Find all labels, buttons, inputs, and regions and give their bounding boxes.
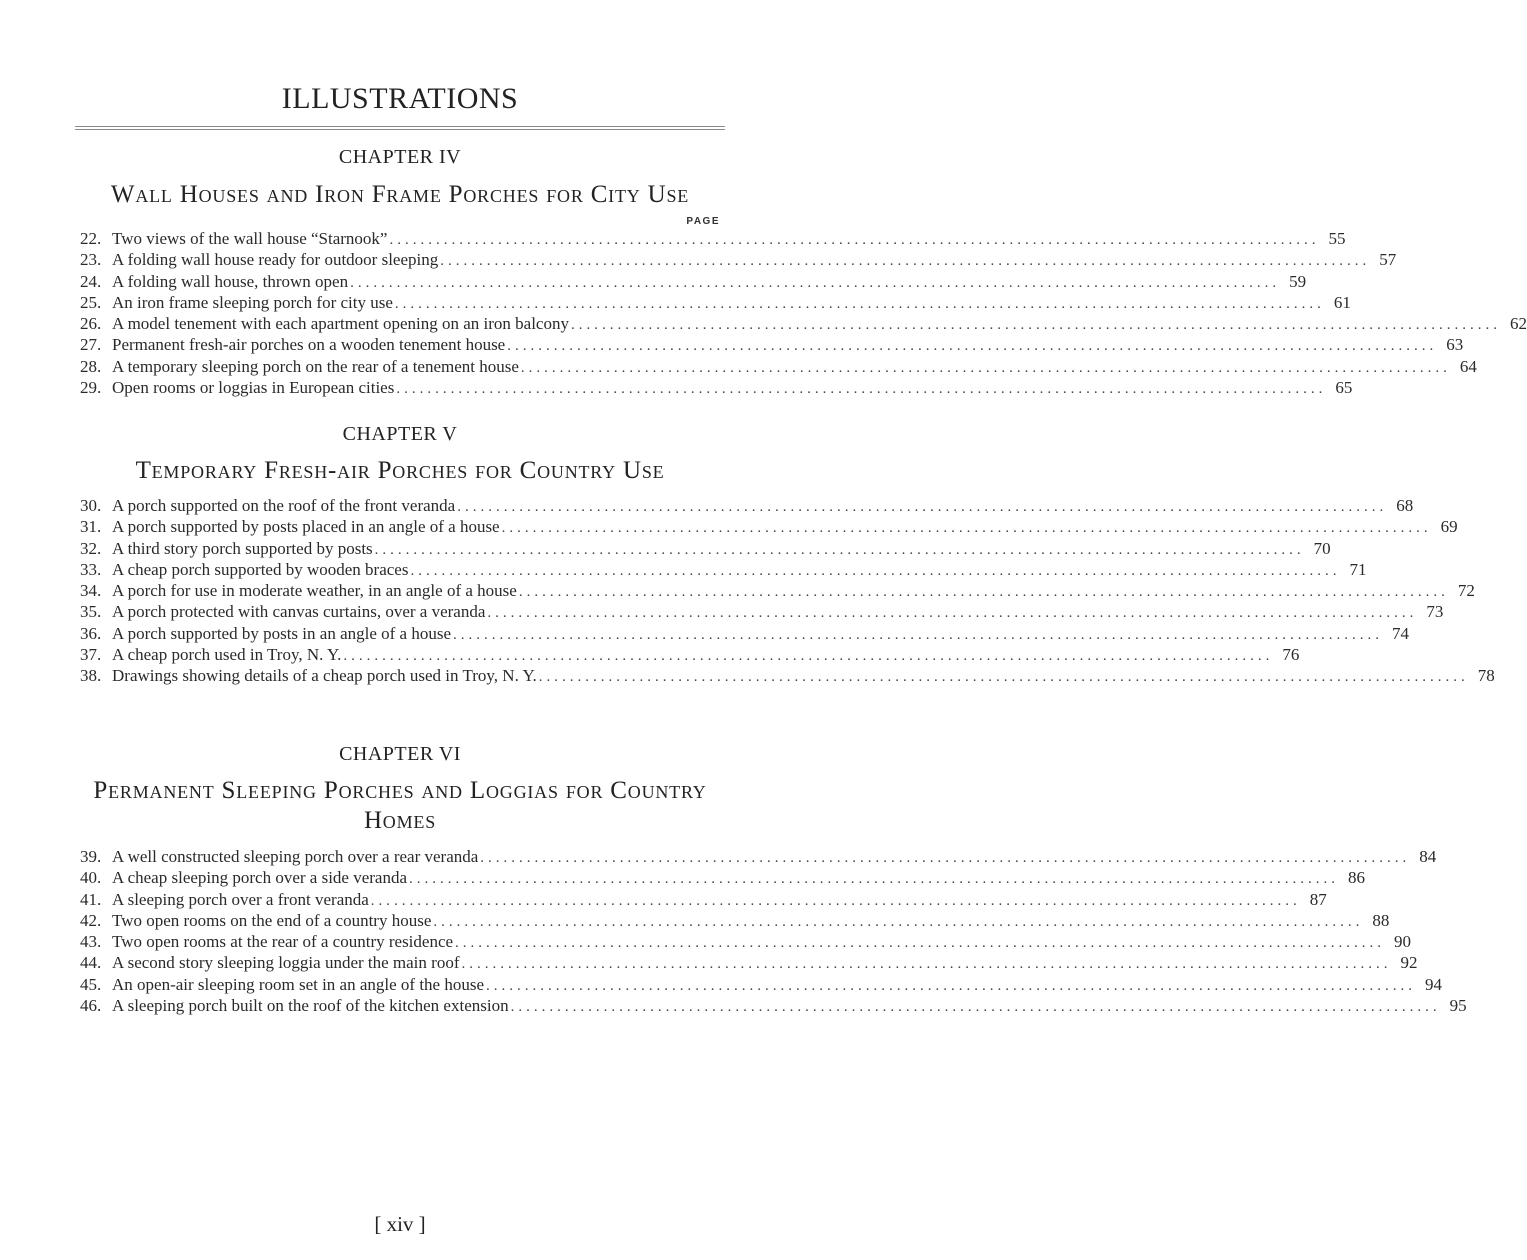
list-item [80, 538, 1331, 559]
page-number: 57 [1379, 250, 1397, 270]
chapter-label: CHAPTER VI [339, 743, 461, 765]
list-item [80, 228, 1346, 249]
list-item [80, 974, 1443, 995]
illustration-title: A temporary sleeping porch on the rear of a tenement house [112, 356, 519, 376]
illustration-number: 34. [80, 581, 102, 601]
dot-leader: ........................................................................................................................ [343, 648, 1274, 665]
page-number: 72 [1457, 581, 1475, 601]
dot-leader: ........................................................................................................................ [374, 541, 1305, 558]
page-number: 90 [1394, 932, 1412, 952]
list-item [80, 952, 1418, 973]
dot-leader: ........................................................................................................................ [350, 274, 1281, 291]
list-item [80, 623, 1409, 644]
chapter-label: CHAPTER IV [338, 146, 462, 168]
list-item [80, 495, 1414, 516]
dot-leader: ........................................................................................................................ [487, 605, 1418, 622]
illustration-title: A cheap porch supported by wooden braces [112, 559, 409, 579]
page-number: 62 [1509, 314, 1527, 334]
illustration-title: A cheap porch used in Troy, N. Y. [112, 645, 342, 665]
dot-leader: ........................................................................................................................ [440, 253, 1371, 270]
dot-leader: ........................................................................................................................ [453, 626, 1383, 643]
illustration-title: A porch for use in moderate weather, in an angle of a house [112, 581, 517, 601]
illustration-number: 28. [80, 356, 102, 376]
illustration-list [80, 846, 1467, 1016]
illustration-title: A porch supported by posts placed in an angle of a house [112, 517, 500, 537]
illustration-title: A well constructed sleeping porch over a rear veranda [112, 847, 479, 866]
list-item [80, 334, 1464, 355]
illustration-number: 40. [80, 868, 102, 888]
chapter-title: Permanent Sleeping Porches and Loggias for Country [93, 777, 707, 804]
dot-leader: ........................................................................................................................ [486, 977, 1417, 994]
dot-leader: ........................................................................................................................ [370, 892, 1301, 909]
illustration-number: 39. [80, 847, 102, 866]
illustration-title: Two open rooms at the rear of a country residence [112, 932, 454, 952]
illustration-number: 31. [80, 517, 102, 537]
page-number: 92 [1400, 953, 1418, 973]
dot-leader: ........................................................................................................................ [501, 520, 1432, 537]
dot-leader: ........................................................................................................................ [409, 871, 1340, 888]
chapter-title: Wall Houses and Iron Frame Porches for City Use [110, 181, 690, 208]
illustration-number: 45. [80, 974, 102, 994]
illustration-number: 46. [80, 996, 102, 1016]
illustration-title: A cheap sleeping porch over a side veranda [112, 868, 408, 888]
list-item [80, 356, 1477, 377]
illustration-number: 29. [80, 378, 102, 398]
dot-leader: ........................................................................................................................ [538, 669, 1469, 686]
list-item [80, 559, 1367, 580]
page-number: 73 [1426, 602, 1444, 622]
illustration-title: Open rooms or loggias in European cities [112, 378, 395, 398]
page-number: 95 [1449, 996, 1467, 1016]
illustration-title: A sleeping porch over a front veranda [112, 889, 369, 909]
illustration-title: A porch supported on the roof of the front veranda [112, 496, 456, 515]
illustration-title: Permanent fresh-air porches on a wooden tenement house [112, 335, 506, 355]
dot-leader: ........................................................................................................................ [518, 584, 1449, 601]
page-number: 70 [1313, 538, 1331, 558]
list-item [80, 601, 1444, 622]
illustration-number: 24. [80, 271, 102, 291]
chapter-title: Temporary Fresh-air Porches for Country Use [135, 457, 665, 484]
illustration-title: A sleeping porch built on the roof of the kitchen extension [112, 996, 509, 1016]
header-rule-top [75, 126, 725, 127]
illustration-title: A second story sleeping loggia under the main roof [112, 953, 460, 973]
illustration-number: 23. [80, 250, 102, 270]
illustration-number: 42. [80, 910, 102, 930]
dot-leader: ........................................................................................................................ [510, 999, 1441, 1016]
illustration-number: 22. [80, 229, 102, 248]
illustration-number: 33. [80, 559, 102, 579]
illustration-title: Two open rooms on the end of a country house [112, 910, 432, 930]
chapter-title-continued: Homes [363, 807, 437, 834]
list-item [80, 889, 1327, 910]
list-item [80, 292, 1351, 313]
illustration-title: A third story porch supported by posts [112, 538, 373, 558]
page-number: 61 [1333, 292, 1351, 312]
list-item [80, 313, 1527, 334]
illustration-title: A porch supported by posts in an angle of a house [112, 623, 451, 643]
page-number: 94 [1425, 974, 1443, 994]
list-item [80, 931, 1412, 952]
header-rule-bottom [75, 129, 725, 130]
page-number: 71 [1349, 559, 1367, 579]
dot-leader: ........................................................................................................................ [457, 499, 1388, 515]
dot-leader: ........................................................................................................................ [480, 850, 1411, 866]
dot-leader: ........................................................................................................................ [507, 338, 1438, 355]
illustration-number: 30. [80, 496, 102, 515]
page-number: 64 [1459, 356, 1477, 376]
dot-leader: ........................................................................................................................ [520, 359, 1451, 376]
page-number: 63 [1446, 335, 1464, 355]
illustration-title: An iron frame sleeping porch for city use [112, 292, 393, 312]
illustration-list [80, 495, 1495, 687]
illustration-number: 35. [80, 602, 102, 622]
page-number: 78 [1477, 666, 1495, 686]
illustration-title: A porch protected with canvas curtains, over a veranda [112, 602, 486, 622]
dot-leader: ........................................................................................................................ [455, 935, 1386, 952]
page-number: 87 [1309, 889, 1327, 909]
footer-page-number: [ xiv ] [374, 1212, 426, 1236]
dot-leader: ........................................................................................................................ [389, 232, 1320, 248]
page-number: 59 [1289, 271, 1307, 291]
page-number: 76 [1282, 645, 1300, 665]
page-title: ILLUSTRATIONS [281, 82, 519, 115]
page-number: 84 [1419, 847, 1437, 866]
list-item [80, 516, 1458, 537]
illustration-title: A folding wall house ready for outdoor sleeping [112, 250, 439, 270]
page-number: 55 [1328, 229, 1346, 248]
dot-leader: ........................................................................................................................ [433, 913, 1364, 930]
dot-leader: ........................................................................................................................ [461, 956, 1392, 973]
illustration-number: 26. [80, 314, 102, 334]
illustration-number: 27. [80, 335, 102, 355]
list-item [80, 377, 1353, 398]
illustration-number: 43. [80, 932, 102, 952]
page-column-heading: PAGE [686, 216, 720, 227]
illustration-number: 38. [80, 666, 102, 686]
illustration-title: A model tenement with each apartment opening on an iron balcony [112, 314, 569, 334]
page-number: 68 [1396, 496, 1414, 515]
list-item [80, 665, 1495, 686]
list-item [80, 249, 1397, 270]
list-item [80, 995, 1467, 1016]
illustration-title: Two views of the wall house “Starnook” [112, 229, 388, 248]
page-number: 88 [1372, 910, 1390, 930]
illustration-number: 36. [80, 623, 102, 643]
page-number: 65 [1335, 378, 1353, 398]
dot-leader: ........................................................................................................................ [570, 317, 1501, 334]
illustration-number: 44. [80, 953, 102, 973]
page-number: 86 [1348, 868, 1366, 888]
list-item [80, 271, 1307, 292]
illustration-title: Drawings showing details of a cheap porch used in Troy, N. Y. [112, 666, 537, 686]
list-item [80, 846, 1437, 867]
illustration-number: 37. [80, 645, 102, 665]
list-item [80, 644, 1300, 665]
illustration-title: A folding wall house, thrown open [112, 271, 349, 291]
page-number: 69 [1440, 517, 1458, 537]
list-item [80, 580, 1475, 601]
illustration-number: 32. [80, 538, 102, 558]
dot-leader: ........................................................................................................................ [396, 381, 1327, 398]
list-item [80, 867, 1366, 888]
illustration-number: 25. [80, 292, 102, 312]
page-number: 74 [1392, 623, 1409, 643]
illustration-list [80, 228, 1527, 398]
illustration-title: An open-air sleeping room set in an angle of the house [112, 974, 485, 994]
chapter-label: CHAPTER V [342, 423, 458, 445]
dot-leader: ........................................................................................................................ [394, 295, 1325, 312]
list-item [80, 910, 1390, 931]
illustration-number: 41. [80, 889, 102, 909]
dot-leader: ........................................................................................................................ [410, 562, 1341, 579]
